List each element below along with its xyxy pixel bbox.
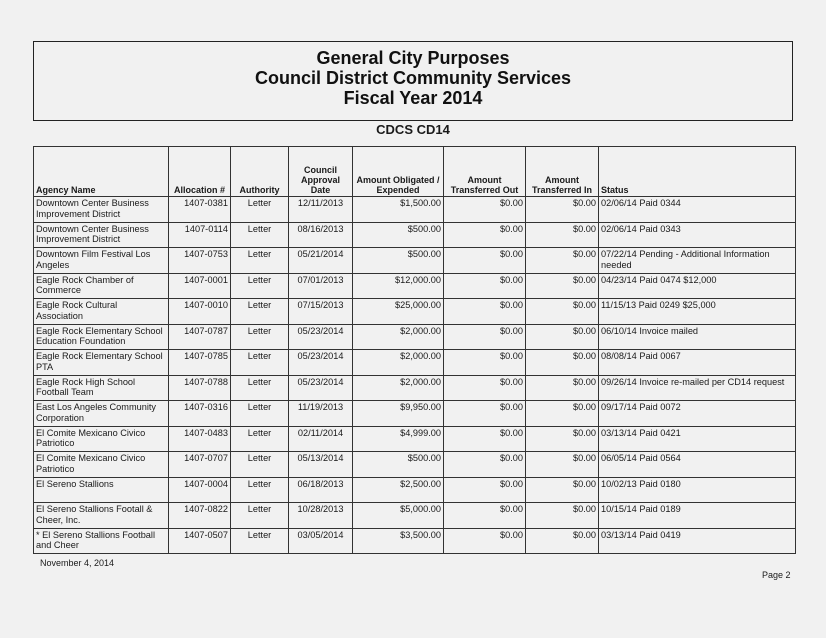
status-cell: 06/10/14 Invoice mailed	[599, 324, 796, 350]
allocation-cell: 1407-0822	[169, 503, 231, 529]
transferred-out-cell: $0.00	[444, 222, 526, 248]
approval-date-cell: 12/11/2013	[289, 197, 353, 223]
agency-cell: Eagle Rock Elementary School Education Foundation	[34, 324, 169, 350]
obligated-amount-cell: $1,500.00	[353, 197, 444, 223]
obligated-amount-cell: $2,500.00	[353, 477, 444, 503]
obligated-amount-cell: $500.00	[353, 452, 444, 478]
allocation-cell: 1407-0787	[169, 324, 231, 350]
approval-date-cell: 06/18/2013	[289, 477, 353, 503]
transferred-in-cell: $0.00	[526, 375, 599, 401]
column-header-allocation: Allocation #	[169, 147, 231, 197]
allocation-cell: 1407-0001	[169, 273, 231, 299]
authority-cell: Letter	[231, 273, 289, 299]
column-header-authority: Authority	[231, 147, 289, 197]
transferred-in-cell: $0.00	[526, 528, 599, 554]
allocation-cell: 1407-0507	[169, 528, 231, 554]
obligated-amount-cell: $5,000.00	[353, 503, 444, 529]
approval-date-cell: 11/19/2013	[289, 401, 353, 427]
table-row	[34, 324, 796, 350]
allocation-cell: 1407-0004	[169, 477, 231, 503]
allocation-cell: 1407-0707	[169, 452, 231, 478]
agency-cell: Eagle Rock High School Football Team	[34, 375, 169, 401]
table-row	[34, 350, 796, 376]
report-subtitle: CDCS CD14	[376, 122, 450, 137]
transferred-in-cell: $0.00	[526, 248, 599, 274]
obligated-amount-cell: $2,000.00	[353, 350, 444, 376]
column-header-status: Status	[599, 147, 796, 197]
allocation-cell: 1407-0114	[169, 222, 231, 248]
allocation-cell: 1407-0788	[169, 375, 231, 401]
table-row	[34, 273, 796, 299]
obligated-amount-cell: $12,000.00	[353, 273, 444, 299]
approval-date-cell: 05/21/2014	[289, 248, 353, 274]
authority-cell: Letter	[231, 528, 289, 554]
table-row	[34, 503, 796, 529]
transferred-out-cell: $0.00	[444, 273, 526, 299]
approval-date-cell: 07/01/2013	[289, 273, 353, 299]
transferred-in-cell: $0.00	[526, 273, 599, 299]
agency-cell: El Sereno Stallions Footall & Cheer, Inc.	[34, 503, 169, 529]
approval-date-cell: 05/13/2014	[289, 452, 353, 478]
column-header-obligated: Amount Obligated / Expended	[353, 147, 444, 197]
allocation-cell: 1407-0483	[169, 426, 231, 452]
transferred-out-cell: $0.00	[444, 197, 526, 223]
allocation-cell: 1407-0785	[169, 350, 231, 376]
allocations-table	[33, 146, 796, 554]
transferred-in-cell: $0.00	[526, 503, 599, 529]
transferred-out-cell: $0.00	[444, 426, 526, 452]
column-header-transferred-out: Amount Transferred Out	[444, 147, 526, 197]
obligated-amount-cell: $3,500.00	[353, 528, 444, 554]
authority-cell: Letter	[231, 324, 289, 350]
transferred-in-cell: $0.00	[526, 426, 599, 452]
authority-cell: Letter	[231, 452, 289, 478]
transferred-out-cell: $0.00	[444, 452, 526, 478]
authority-cell: Letter	[231, 375, 289, 401]
transferred-out-cell: $0.00	[444, 324, 526, 350]
table-row	[34, 299, 796, 325]
table-row	[34, 452, 796, 478]
obligated-amount-cell: $500.00	[353, 222, 444, 248]
page-title-line-3: Fiscal Year 2014	[343, 88, 483, 108]
authority-cell: Letter	[231, 222, 289, 248]
transferred-out-cell: $0.00	[444, 477, 526, 503]
transferred-out-cell: $0.00	[444, 248, 526, 274]
status-cell: 04/23/14 Paid 0474 $12,000	[599, 273, 796, 299]
transferred-out-cell: $0.00	[444, 350, 526, 376]
obligated-amount-cell: $4,999.00	[353, 426, 444, 452]
agency-cell: Downtown Film Festival Los Angeles	[34, 248, 169, 274]
status-cell: 10/15/14 Paid 0189	[599, 503, 796, 529]
status-cell: 07/22/14 Pending - Additional Information needed	[599, 248, 796, 274]
agency-cell: Eagle Rock Cultural Association	[34, 299, 169, 325]
status-cell: 08/08/14 Paid 0067	[599, 350, 796, 376]
transferred-out-cell: $0.00	[444, 375, 526, 401]
authority-cell: Letter	[231, 197, 289, 223]
transferred-in-cell: $0.00	[526, 197, 599, 223]
page-title-line-2: Council District Community Services	[254, 68, 572, 88]
status-cell: 10/02/13 Paid 0180	[599, 477, 796, 503]
obligated-amount-cell: $2,000.00	[353, 375, 444, 401]
authority-cell: Letter	[231, 503, 289, 529]
agency-cell: El Comite Mexicano Civico Patriotico	[34, 426, 169, 452]
obligated-amount-cell: $9,950.00	[353, 401, 444, 427]
authority-cell: Letter	[231, 350, 289, 376]
agency-cell: El Sereno Stallions	[34, 477, 169, 503]
authority-cell: Letter	[231, 401, 289, 427]
approval-date-cell: 02/11/2014	[289, 426, 353, 452]
column-header-transferred-in: Amount Transferred In	[526, 147, 599, 197]
table-body	[34, 197, 796, 554]
approval-date-cell: 05/23/2014	[289, 375, 353, 401]
approval-date-cell: 05/23/2014	[289, 350, 353, 376]
table-row	[34, 426, 796, 452]
agency-cell: East Los Angeles Community Corporation	[34, 401, 169, 427]
status-cell: 03/13/14 Paid 0419	[599, 528, 796, 554]
transferred-in-cell: $0.00	[526, 324, 599, 350]
table-row	[34, 248, 796, 274]
allocation-cell: 1407-0316	[169, 401, 231, 427]
column-header-agency: Agency Name	[34, 147, 169, 197]
table-row	[34, 477, 796, 503]
allocation-cell: 1407-0010	[169, 299, 231, 325]
status-cell: 09/17/14 Paid 0072	[599, 401, 796, 427]
footer-date: November 4, 2014	[40, 558, 115, 568]
authority-cell: Letter	[231, 248, 289, 274]
transferred-out-cell: $0.00	[444, 503, 526, 529]
agency-cell: Downtown Center Business Improvement District	[34, 197, 169, 223]
page-number: Page 2	[762, 570, 791, 580]
table-row	[34, 528, 796, 554]
column-header-approval-date: Council Approval Date	[289, 147, 353, 197]
transferred-out-cell: $0.00	[444, 401, 526, 427]
table-row	[34, 375, 796, 401]
approval-date-cell: 05/23/2014	[289, 324, 353, 350]
transferred-in-cell: $0.00	[526, 350, 599, 376]
status-cell: 06/05/14 Paid 0564	[599, 452, 796, 478]
authority-cell: Letter	[231, 477, 289, 503]
approval-date-cell: 07/15/2013	[289, 299, 353, 325]
transferred-in-cell: $0.00	[526, 477, 599, 503]
agency-cell: Eagle Rock Elementary School PTA	[34, 350, 169, 376]
obligated-amount-cell: $2,000.00	[353, 324, 444, 350]
status-cell: 02/06/14 Paid 0344	[599, 197, 796, 223]
agency-cell: El Comite Mexicano Civico Patriotico	[34, 452, 169, 478]
transferred-in-cell: $0.00	[526, 401, 599, 427]
obligated-amount-cell: $25,000.00	[353, 299, 444, 325]
agency-cell: * El Sereno Stallions Football and Cheer	[34, 528, 169, 554]
table-row	[34, 222, 796, 248]
transferred-in-cell: $0.00	[526, 452, 599, 478]
approval-date-cell: 10/28/2013	[289, 503, 353, 529]
approval-date-cell: 03/05/2014	[289, 528, 353, 554]
transferred-in-cell: $0.00	[526, 299, 599, 325]
transferred-out-cell: $0.00	[444, 528, 526, 554]
status-cell: 03/13/14 Paid 0421	[599, 426, 796, 452]
status-cell: 11/15/13 Paid 0249 $25,000	[599, 299, 796, 325]
status-cell: 09/26/14 Invoice re-mailed per CD14 request	[599, 375, 796, 401]
authority-cell: Letter	[231, 299, 289, 325]
status-cell: 02/06/14 Paid 0343	[599, 222, 796, 248]
table-row	[34, 401, 796, 427]
obligated-amount-cell: $500.00	[353, 248, 444, 274]
transferred-out-cell: $0.00	[444, 299, 526, 325]
transferred-in-cell: $0.00	[526, 222, 599, 248]
allocation-cell: 1407-0753	[169, 248, 231, 274]
agency-cell: Downtown Center Business Improvement District	[34, 222, 169, 248]
authority-cell: Letter	[231, 426, 289, 452]
approval-date-cell: 08/16/2013	[289, 222, 353, 248]
page-title-line-1: General City Purposes	[316, 48, 510, 68]
agency-cell: Eagle Rock Chamber of Commerce	[34, 273, 169, 299]
allocation-cell: 1407-0381	[169, 197, 231, 223]
table-row	[34, 197, 796, 223]
table-header-row	[34, 147, 796, 197]
